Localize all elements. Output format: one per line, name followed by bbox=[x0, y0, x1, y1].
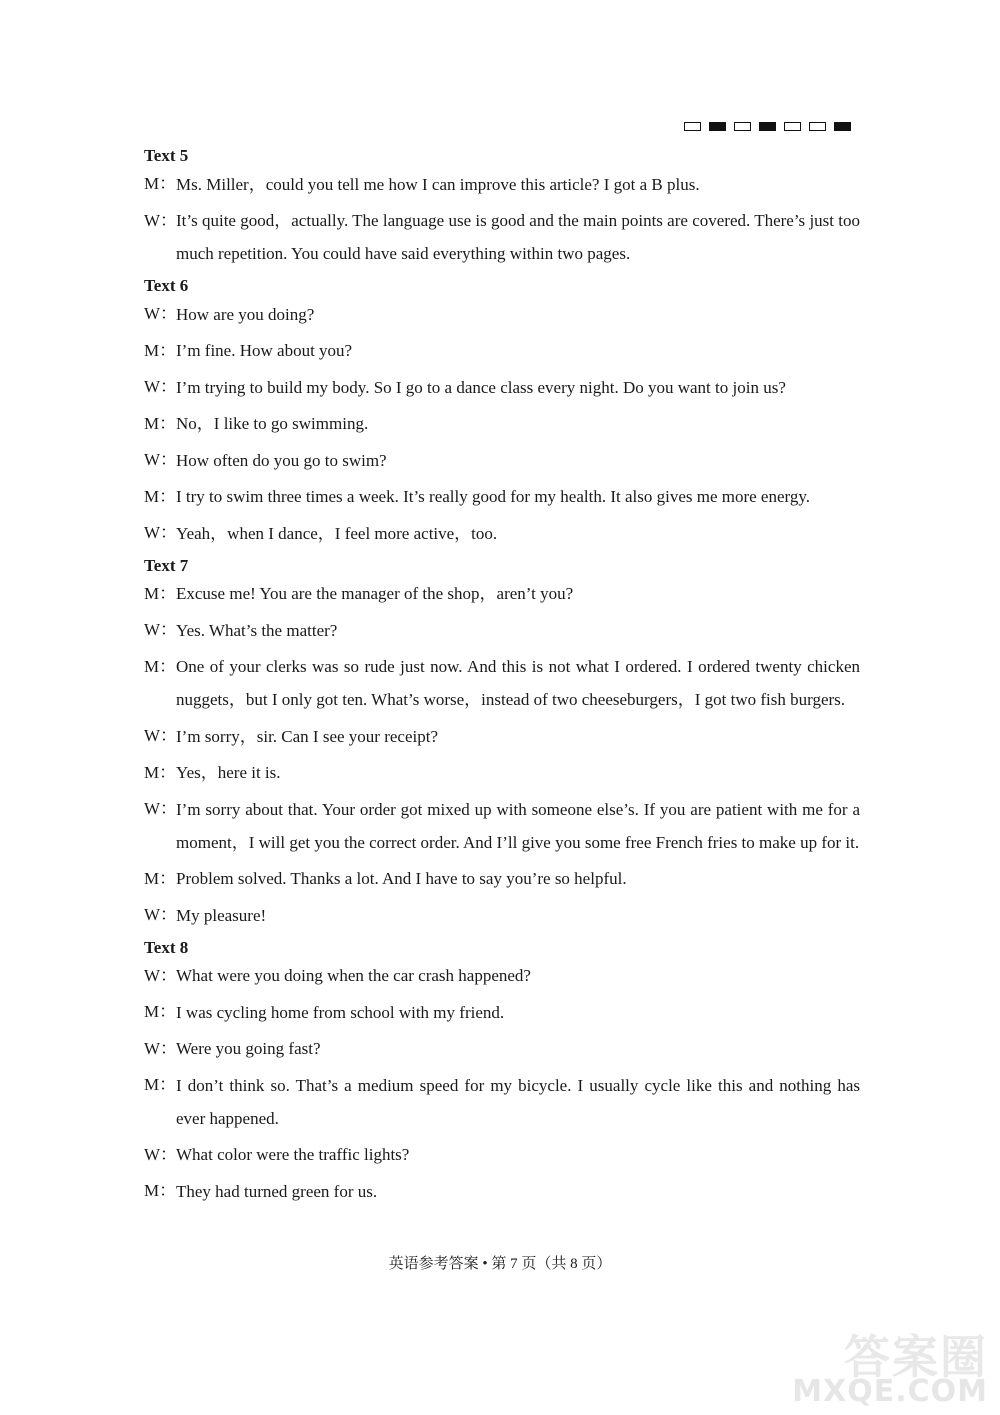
dialogue-text: No，I like to go swimming. bbox=[176, 414, 369, 433]
dialogue-text: What were you doing when the car crash happened? bbox=[176, 966, 531, 985]
speaker-label: M： bbox=[144, 486, 177, 506]
dialogue-text: What color were the traffic lights? bbox=[176, 1145, 410, 1164]
dialogue-text: I try to swim three times a week. It’s really good for my health. It also gives me more energy. bbox=[176, 487, 811, 506]
dialogue-line bbox=[144, 446, 860, 477]
speaker-label: W： bbox=[144, 1144, 178, 1164]
speaker-label: M： bbox=[144, 656, 177, 676]
page-footer: 英语参考答案 • 第 7 页（共 8 页） bbox=[388, 1256, 612, 1272]
dialogue-line bbox=[144, 373, 860, 404]
dialogue-text: They had turned green for us. bbox=[176, 1181, 378, 1201]
watermark-url: MXQE.COM bbox=[792, 1374, 988, 1409]
transcript bbox=[144, 140, 860, 1214]
dialogue-line bbox=[144, 998, 860, 1029]
dialogue-line bbox=[144, 580, 860, 611]
site-watermark bbox=[788, 1321, 988, 1409]
dialogue-line bbox=[144, 1035, 860, 1066]
speaker-label: M： bbox=[144, 340, 177, 360]
speaker-label: M： bbox=[144, 413, 177, 433]
speaker-label: M： bbox=[144, 1002, 177, 1021]
dialogue-text: I’m fine. How about you? bbox=[176, 341, 353, 360]
dialogue-line bbox=[144, 759, 860, 790]
dialogue-line bbox=[144, 1141, 860, 1172]
speaker-label: M： bbox=[144, 174, 177, 193]
dialogue-text: I don’t think so. That’s a medium speed for my bicycle. I usually cycle like this and nothing has ever happened. bbox=[176, 1075, 860, 1128]
empty-square-mark bbox=[784, 122, 801, 131]
dialogue-line bbox=[144, 483, 860, 514]
section-title: Text 7 bbox=[144, 555, 189, 575]
speaker-label: W： bbox=[144, 523, 178, 542]
dialogue-line bbox=[144, 722, 860, 753]
dialogue-text: Yes，here it is. bbox=[176, 763, 281, 782]
dialogue-text: One of your clerks was so rude just now. And this is not what I ordered. I ordered twenty chicken nuggets，but I only got ten. What’s worse，instead of two cheeseburgers，I got two fish burgers. bbox=[176, 657, 860, 709]
speaker-label: W： bbox=[144, 905, 178, 924]
dialogue-text: I’m sorry，sir. Can I see your receipt? bbox=[176, 726, 438, 746]
filled-square-mark bbox=[709, 122, 726, 131]
speaker-label: M： bbox=[144, 762, 177, 782]
dialogue-line bbox=[144, 207, 860, 271]
dialogue-text: I was cycling home from school with my friend. bbox=[176, 1002, 505, 1022]
speaker-label: W： bbox=[144, 726, 178, 745]
dialogue-text: Excuse me! You are the manager of the shop，aren’t you? bbox=[176, 584, 574, 603]
dialogue-line bbox=[144, 616, 860, 647]
filled-square-mark bbox=[834, 122, 851, 131]
dialogue-text: Problem solved. Thanks a lot. And I have to say you’re so helpful. bbox=[176, 869, 627, 888]
dialogue-text: Ms. Miller，could you tell me how I can improve this article? I got a B plus. bbox=[176, 174, 700, 194]
dialogue-text: Yeah，when I dance，I feel more active，too. bbox=[176, 523, 498, 543]
dialogue-line bbox=[144, 795, 860, 859]
dialogue-text: I’m trying to build my body. So I go to a dance class every night. Do you want to join us? bbox=[176, 377, 786, 397]
dialogue-line bbox=[144, 410, 860, 441]
speaker-label: W： bbox=[144, 799, 178, 818]
filled-square-mark bbox=[759, 122, 776, 131]
dialogue-line bbox=[144, 653, 860, 717]
speaker-label: W： bbox=[144, 965, 178, 985]
dialogue-text: How often do you go to swim? bbox=[176, 450, 387, 470]
dialogue-text: Were you going fast? bbox=[176, 1039, 321, 1058]
speaker-label: M： bbox=[144, 1075, 177, 1094]
dialogue-line bbox=[144, 962, 860, 993]
section-title: Text 5 bbox=[144, 146, 189, 165]
speaker-label: W： bbox=[144, 450, 178, 469]
header-marks bbox=[684, 122, 851, 131]
speaker-label: W： bbox=[144, 377, 178, 396]
speaker-label: W： bbox=[144, 304, 178, 323]
speaker-label: W： bbox=[144, 1038, 178, 1058]
section-title: Text 6 bbox=[144, 276, 189, 295]
dialogue-line bbox=[144, 1177, 860, 1208]
speaker-label: M： bbox=[144, 583, 177, 603]
dialogue-text: It’s quite good，actually. The language use is good and the main points are covered. There’s just too much repetition. You could have said everything within two pages. bbox=[176, 211, 860, 263]
dialogue-text: How are you doing? bbox=[176, 304, 315, 324]
dialogue-line bbox=[144, 865, 860, 896]
dialogue-line bbox=[144, 519, 860, 550]
empty-square-mark bbox=[734, 122, 751, 131]
watermark-logo-text: 答案圈 bbox=[844, 1330, 988, 1384]
dialogue-line bbox=[144, 300, 860, 331]
dialogue-text: My pleasure! bbox=[176, 905, 267, 925]
dialogue-line bbox=[144, 170, 860, 201]
speaker-label: W： bbox=[144, 210, 178, 230]
dialogue-line bbox=[144, 901, 860, 932]
speaker-label: M： bbox=[144, 1181, 177, 1200]
empty-square-mark bbox=[809, 122, 826, 131]
dialogue-line bbox=[144, 337, 860, 368]
section-title: Text 8 bbox=[144, 937, 189, 957]
speaker-label: M： bbox=[144, 868, 177, 888]
speaker-label: W： bbox=[144, 620, 178, 639]
dialogue-text: I’m sorry about that. Your order got mixed up with someone else’s. If you are patient with me for a moment，I will get you the correct order. And I’ll give you some free French fries to make up for it. bbox=[176, 799, 860, 852]
dialogue-text: Yes. What’s the matter? bbox=[176, 620, 338, 640]
dialogue-line bbox=[144, 1071, 860, 1135]
empty-square-mark bbox=[684, 122, 701, 131]
